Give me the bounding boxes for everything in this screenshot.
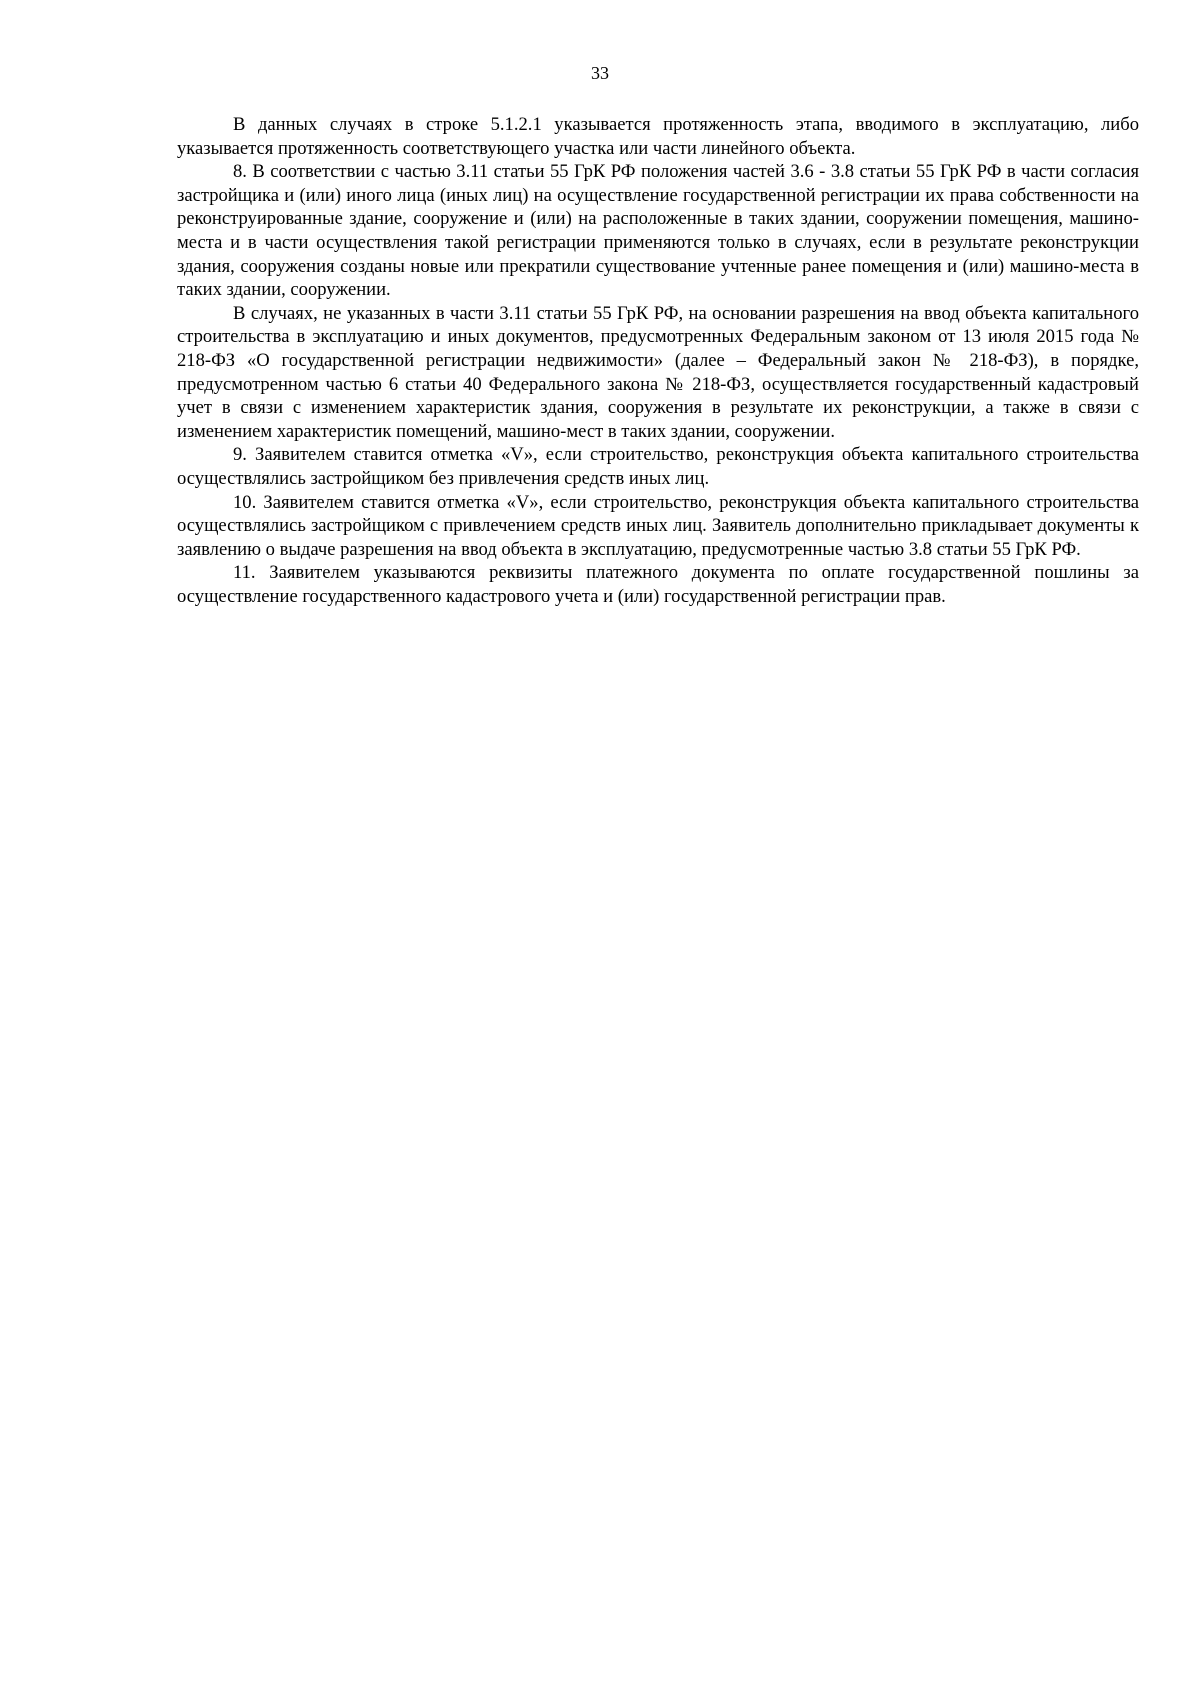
paragraph-9: 9. Заявителем ставится отметка «V», если строительство, реконструкция объекта капитального строительства осуществлялись застройщиком без привлечения средств иных лиц. (177, 444, 1139, 489)
paragraph-8-continued: В случаях, не указанных в части 3.11 статьи 55 ГрК РФ, на основании разрешения на ввод объекта капитального строительства в эксплуатацию и иных документов, предусмотренных Федеральным законом от 13 июля 2015 года № 218-ФЗ «О государственной регистрации недвижимости» (далее – Федеральный закон № 218-ФЗ), в порядке, предусмотренном частью 6 статьи 40 Федерального закона № 218-ФЗ, осуществляется государственный кадастровый учет в связи с изменением характеристик здания, сооружения в результате их реконструкции, а также в связи с изменением характеристик помещений, машино-мест в таких здании, сооружении. (177, 302, 1139, 442)
paragraph-intro: В данных случаях в строке 5.1.2.1 указывается протяженность этапа, вводимого в эксплуатацию, либо указывается протяженность соответствующего участка или части линейного объекта. (177, 114, 1139, 159)
paragraph-8: 8. В соответствии с частью 3.11 статьи 55 ГрК РФ положения частей 3.6 - 3.8 статьи 55 ГрК РФ в части согласия застройщика и (или) иного лица (иных лиц) на осуществление государственной регистрации их права собственности на реконструированные здание, сооружение и (или) на расположенные в таких здании, сооружении помещения, машино-места и в части осуществления такой регистрации применяются только в случаях, если в результате реконструкции здания, сооружения созданы новые или прекратили существование учтенные ранее помещения и (или) машино-места в таких здании, сооружении. (177, 161, 1139, 301)
paragraph-10: 10. Заявителем ставится отметка «V», если строительство, реконструкция объекта капитального строительства осуществлялись застройщиком с привлечением средств иных лиц. Заявитель дополнительно прикладывает документы к заявлению о выдаче разрешения на ввод объекта в эксплуатацию, предусмотренные частью 3.8 статьи 55 ГрК РФ. (177, 491, 1139, 560)
document-body (177, 113, 1139, 608)
paragraph-11: 11. Заявителем указываются реквизиты платежного документа по оплате государственной пошлины за осуществление государственного кадастрового учета и (или) государственной регистрации прав. (177, 562, 1139, 607)
page-number: 33 (591, 63, 609, 83)
